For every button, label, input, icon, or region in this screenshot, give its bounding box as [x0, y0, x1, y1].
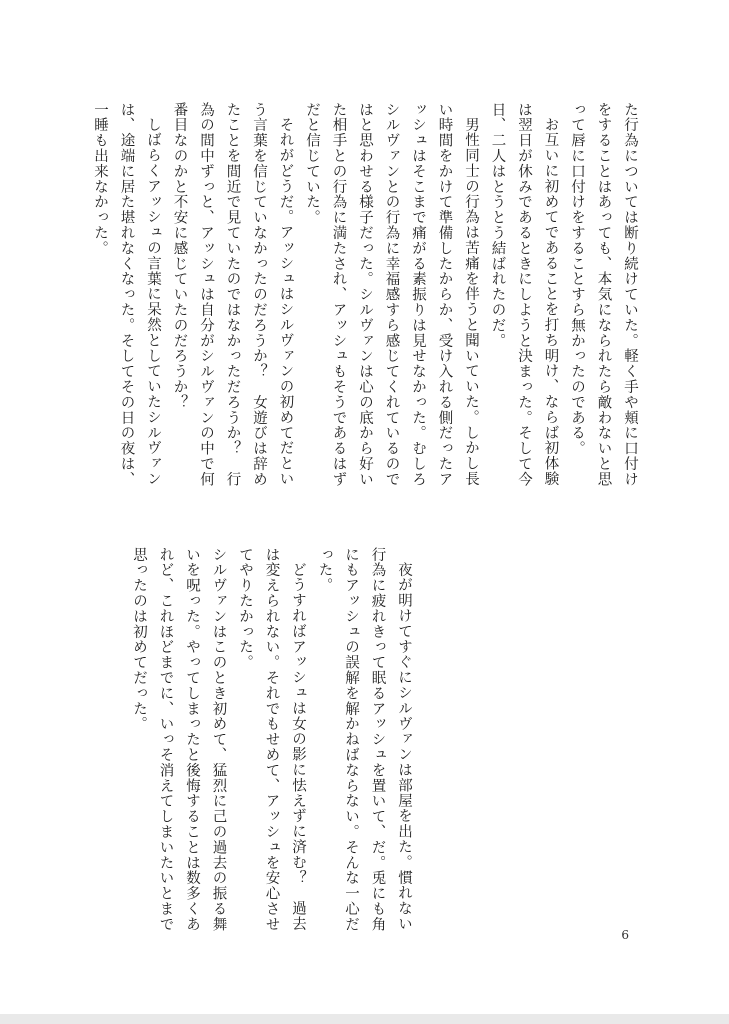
- paragraph: それがどうだ。アッシュはシルヴァンの初めてだという言葉を信じていなかったのだろうか？ 女遊びは辞めたことを間近で見ていたのではなかっただろうか？ 行為の間中ずっと、アッシュは自分がシルヴァンの中で何番目なのかと不安に感じていたのだろうか？: [171, 102, 294, 487]
- paragraph: お互いに初めてであることを打ち明け、ならば初体験は翌日が休みであるときにしようと決まった。そして今日、二人はとうとう結ばれたのだ。: [489, 102, 559, 487]
- paragraph: 夜が明けてすぐにシルヴァンは部屋を出た。慣れない行為に疲れきって眠るアッシュを置いて、だ。兎にも角にもアッシュの誤解を解かねばならない。そんな一心だった。: [316, 547, 412, 932]
- viewer-background: [0, 1014, 729, 1024]
- page-number: 6: [621, 928, 629, 942]
- paragraph: た行為については断り続けていた。軽く手や頬に口付けをすることはあっても、本気になられたら敵わないと思って唇に口付けをすることすら無かったのである。: [569, 102, 638, 487]
- text-block-lower: [57, 547, 417, 932]
- paragraph: シルヴァンはこのとき初めて、猛烈に己の過去の振る舞いを呪った。やってしまったと後悔することは数多くあれど、これほどまでに、いっそ消えてしまいたいとまで思ったのは初めてだった。: [131, 547, 227, 932]
- paragraph: どうすればアッシュは女の影に怯えずに済む？ 過去は変えられない。それでもせめて、アッシュを安心させてやりたかった。: [237, 547, 306, 932]
- paragraph: しばらくアッシュの言葉に呆然としていたシルヴァンは、途端に居た堪れなくなった。そしてその日の夜は、一睡も出来なかった。: [92, 102, 161, 487]
- text-block-upper: [58, 102, 643, 494]
- paragraph: 男性同士の行為は苦痛を伴うと聞いていた。しかし長い時間をかけて準備したからか、受け入れる側だったアッシュはそこまで痛がる素振りは見せなかった。むしろシルヴァンとの行為に幸福感すら感じてくれているのではと思わせる様子だった。シルヴァンは心の底から好いた相手との行為に満たされ、アッシュもそうであるはずだと信じていた。: [304, 102, 479, 487]
